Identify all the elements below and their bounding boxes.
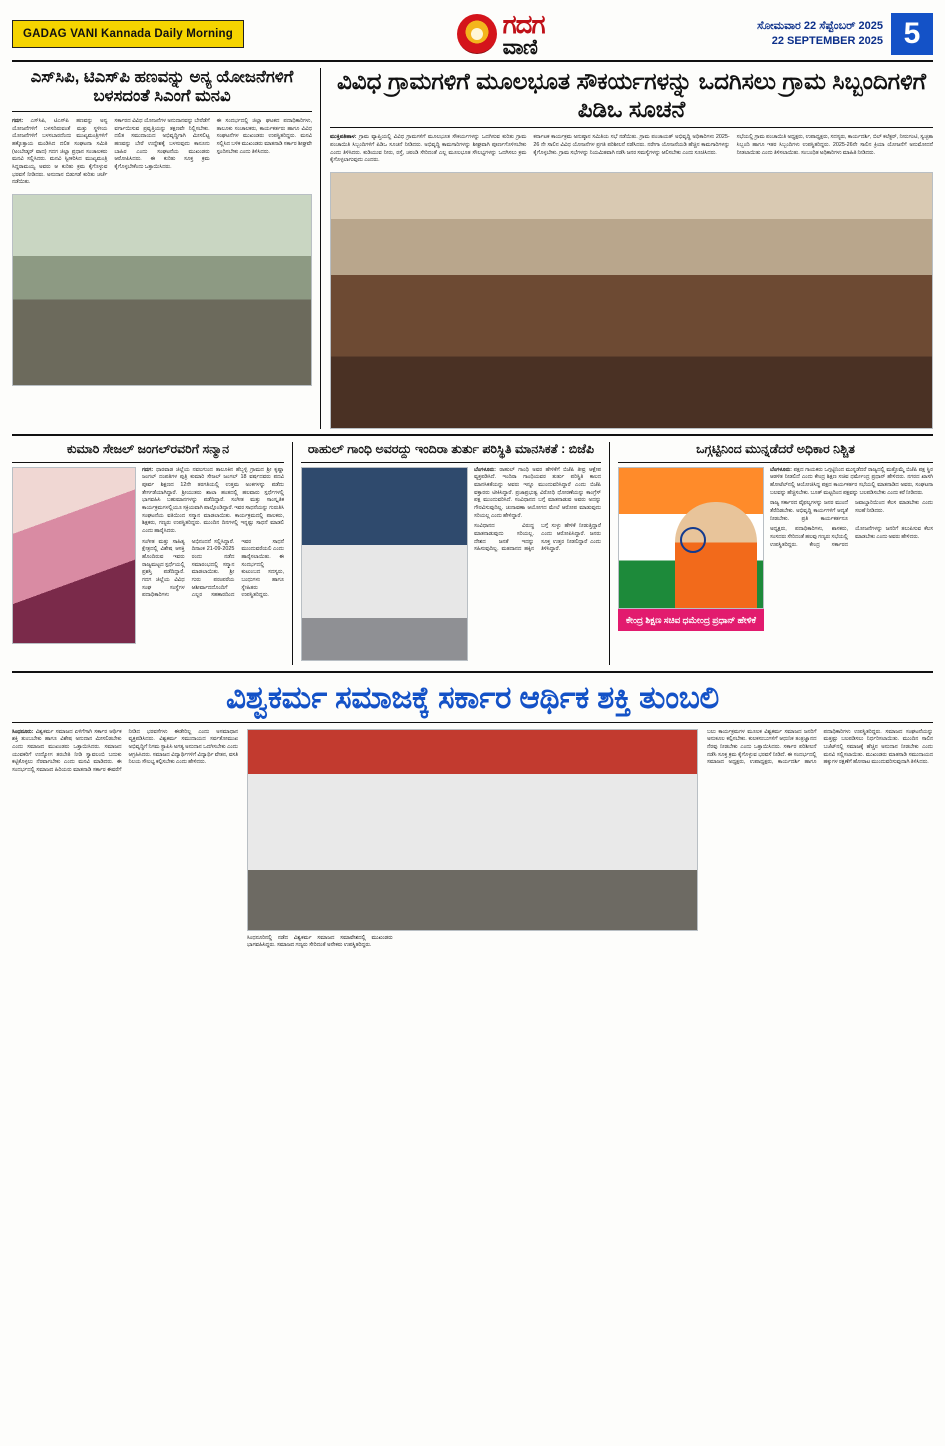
story-rahul-headline: ರಾಹುಲ್ ಗಾಂಧಿ ಅವರದ್ದು ಇಂದಿರಾ ತುರ್ತು ಪರಿಸ್ಥಿತಿ ಮಾನಸಿಕತೆ : ಬಿಜೆಪಿ: [307, 441, 595, 456]
bottom-right-column: [707, 729, 933, 950]
bottom-section: [12, 729, 933, 950]
minister-headshot: [675, 502, 757, 608]
page-number-badge: 5: [891, 13, 933, 55]
top-section: [12, 68, 933, 429]
photo-panchayat-meeting: [330, 172, 933, 429]
story-sejal-felicitation: [12, 442, 284, 665]
story-scp-tsp-col2: ಸರ್ಕಾರದ ವಿವಿಧ ಯೋಜನೆಗಳ ಅನುದಾನವನ್ನು ಬೇರೆಡೆಗೆ ವರ್ಗಾಯಿಸುವ ಪ್ರವೃತ್ತಿಯನ್ನು ತಕ್ಷಣವೇ ನಿಲ್ಲಿಸಬೇಕು. ದಲಿತ ಸಮುದಾಯದ ಅಭಿವೃದ್ಧಿಗಾಗಿ ಮೀಸಲಿಟ್ಟ ಹಣವನ್ನು ಬೇರೆ ಉದ್ದೇಶಕ್ಕೆ ಬಳಸುವುದು ಕಾನೂನು ಬಾಹಿರ ಎಂದು ಸಂಘಟನೆಯ ಮುಖಂಡರು ಆರೋಪಿಸಿದರು. ಈ ಕುರಿತು ಸೂಕ್ತ ಕ್ರಮ ಕೈಗೊಳ್ಳಬೇಕೆಂದು ಒತ್ತಾಯಿಸಿದರು.: [114, 117, 210, 170]
photo-card-dharmendra-pradhan: [618, 467, 764, 631]
story-sejal-headline: ಕುಮಾರಿ ಸೇಜಲ್ ಜಂಗಲ್‌ರವರಿಗೆ ಸನ್ಮಾನ: [66, 441, 230, 456]
story-rahul-p3: ಸಂವಿಧಾನದ ವಿರುದ್ಧ ಮಾತನಾಡುವುದು ಸರಿಯಲ್ಲ. ದೇಶದ ಜನತೆ ಇದನ್ನು ಸಹಿಸುವುದಿಲ್ಲ. ಮತದಾನದ ಹಕ್ಕಿನ ಬಗ್ಗೆ ಸುಳ್ಳು ಹೇಳಿಕೆ ನೀಡುತ್ತಿದ್ದಾರೆ ಎಂದು ಆರೋಪಿಸಿದ್ದಾರೆ. ಜನರು ಸೂಕ್ತ ಉತ್ತರ ನೀಡಲಿದ್ದಾರೆ ಎಂದು ತಿಳಿಸಿದ್ದಾರೆ.: [474, 523, 601, 553]
story-scp-tsp-col1-text: ಎಸ್‌ಸಿಪಿ, ಟಿಎಸ್‌ಪಿ ಹಣವನ್ನು ಅನ್ಯ ಯೋಜನೆಗಳಿಗೆ ಬಳಸದಿರುವಂತೆ ಮತ್ತು ಸ್ಥಳೀಯ ಯೋಜನೆಗಳಿಗೆ ಬಳಸಬಾರದೆಂದು ಮುಖ್ಯಮಂತ್ರಿಗಳಿಗೆ ಹಕ್ಕೊತ್ತಾಯ ಮಂಡಿಸಿದ ದಲಿತ ಸಂಘಟನಾ ಸಮಿತಿ (ಅಂಬೇಡ್ಕರ್ ವಾದ) ಗದಗ ಜಿಲ್ಲಾ ಪ್ರಧಾನ ಸಂಚಾಲಕರು ಮನವಿ ಸಲ್ಲಿಸಿದರು. ಮನವಿ ಸ್ವೀಕರಿಸಿದ ಮುಖ್ಯಮಂತ್ರಿ ಸಿದ್ದರಾಮಯ್ಯ ಅವರು ಆ ಕುರಿತು ಕ್ರಮ ಕೈಗೊಳ್ಳುವ ಭರವಸೆ ನೀಡಿದರು. ಅನುದಾನ ಬಿಡುಗಡೆ ಕುರಿತು ಚರ್ಚೆ ನಡೆಯಿತು.: [12, 117, 108, 186]
story-unity-headline: ಒಗ್ಗಟ್ಟಿನಿಂದ ಮುನ್ನಡೆದರೆ ಅಧಿಕಾರ ನಿಶ್ಚಿತ: [696, 441, 855, 456]
story-rahul-bjp: [292, 442, 601, 665]
story-sejal-p3: ಸಂಗೀತ ಮತ್ತು ಸಾಹಿತ್ಯ ಕ್ಷೇತ್ರದಲ್ಲಿ ವಿಶೇಷ ಆಸಕ್ತಿ ಹೊಂದಿರುವ ಇವರು ರಾಜ್ಯಮಟ್ಟದ ಸ್ಪರ್ಧೆಯಲ್ಲಿ ಪ್ರಶಸ್ತಿ ಪಡೆದಿದ್ದಾರೆ. ಗದಗ ಜಿಲ್ಲೆಯ ವಿವಿಧ ಸಂಘ ಸಂಸ್ಥೆಗಳ ಪದಾಧಿಕಾರಿಗಳು ಅಭಿನಂದನೆ ಸಲ್ಲಿಸಿದ್ದಾರೆ. ದಿನಾಂಕ 21-09-2025 ರಂದು ನಡೆದ ಸಮಾರಂಭದಲ್ಲಿ ಸನ್ಮಾನ ಮಾಡಲಾಯಿತು. ಶ್ರೀ ಗುರು ಪರಂಪರೆಯ ಆಶೀರ್ವಾದದೊಂದಿಗೆ ಎಲ್ಲರ ಸಹಕಾರದಿಂದ ಇವರ ಸಾಧನೆ ಮುಂದುವರೆಯಲಿ ಎಂದು ಹಾರೈಸಲಾಯಿತು. ಈ ಸಂದರ್ಭದಲ್ಲಿ ಕುಟುಂಬದ ಸದಸ್ಯರು, ಬಂಧುಗಳು ಹಾಗೂ ಸ್ನೇಹಿತರು ಉಪಸ್ಥಿತರಿದ್ದರು.: [142, 538, 284, 599]
story-rahul-p2: ಪ್ರಜಾಪ್ರಭುತ್ವ ವಿರೋಧಿ ಧೋರಣೆಯನ್ನು ಕಾಂಗ್ರೆಸ್ ಪಕ್ಷ ಮುಂದುವರಿಸಿದೆ. ಸಂವಿಧಾನದ ಬಗ್ಗೆ ಮಾತನಾಡುವ ಅವರು ಅದನ್ನು ಗೌರವಿಸುವುದಿಲ್ಲ. ಚುನಾವಣಾ ಆಯೋಗದ ಮೇಲೆ ಆರೋಪ ಮಾಡುವುದು ಸರಿಯಲ್ಲ ಎಂದು ಹೇಳಿದ್ದಾರೆ.: [474, 489, 601, 519]
story-scp-tsp-headline: ಎಸ್‌ಸಿಪಿ, ಟಿಎಸ್‌ಪಿ ಹಣವನ್ನು ಅನ್ಯ ಯೋಜನೆಗಳಿಗೆ ಬಳಸದಂತೆ ಸಿಎಂಗೆ ಮನವಿ: [30, 68, 294, 106]
story-sejal-body: [12, 467, 284, 536]
story-scp-tsp-dateline: ಗದಗ:: [12, 117, 24, 124]
date-english: 22 SEPTEMBER 2025: [771, 35, 883, 47]
photo-sejal-jangal: [12, 467, 136, 644]
bottom-left-body: ವಿಶ್ವಕರ್ಮ ಸಮಾಜದ ಏಳಿಗೆಗಾಗಿ ಸರ್ಕಾರ ಆರ್ಥಿಕ ಶಕ್ತಿ ತುಂಬಬೇಕು ಹಾಗೂ ವಿಶೇಷ ಅನುದಾನ ಮೀಸಲಿಡಬೇಕು ಎಂದು ಸಮಾಜದ ಮುಖಂಡರು ಒತ್ತಾಯಿಸಿದರು. ಸಮಾಜದ ಯುವಕರಿಗೆ ಉದ್ಯೋಗ ತರಬೇತಿ ನೀಡಿ ಸ್ವಾವಲಂಬಿ ಬದುಕು ಕಟ್ಟಿಕೊಳ್ಳಲು ನೆರವಾಗಬೇಕು ಎಂದು ಮನವಿ ಮಾಡಿದರು. ಈ ಸಂದರ್ಭದಲ್ಲಿ ಸಮಾಜದ ಹಿರಿಯರು ಮಾತನಾಡಿ ಸರ್ಕಾರ ಈವರೆಗೆ ನೀಡಿದ ಭರವಸೆಗಳು ಈಡೇರಿಲ್ಲ ಎಂದು ಅಸಮಾಧಾನ ವ್ಯಕ್ತಪಡಿಸಿದರು. ವಿಶ್ವಕರ್ಮ ಸಮುದಾಯದ ಸರ್ವತೋಮುಖ ಅಭಿವೃದ್ಧಿಗೆ ನಿಗಮ ಸ್ಥಾಪಿಸಿ ಅಗತ್ಯ ಅನುದಾನ ಒದಗಿಸಬೇಕು ಎಂದು ಆಗ್ರಹಿಸಿದರು. ಸಮಾಜದ ವಿದ್ಯಾರ್ಥಿಗಳಿಗೆ ವಿದ್ಯಾರ್ಥಿ ವೇತನ, ವಸತಿ ನಿಲಯ ಸೌಲಭ್ಯ ಕಲ್ಪಿಸಬೇಕು ಎಂದು ಹೇಳಿದರು.: [12, 728, 238, 773]
story-rahul-dateline: ಬೆಂಗಳೂರು:: [474, 466, 496, 473]
photo-dharmendra-pradhan: [618, 467, 764, 609]
story-pdo-headline: ವಿವಿಧ ಗ್ರಾಮಗಳಿಗೆ ಮೂಲಭೂತ ಸೌಕರ್ಯಗಳನ್ನು ಒದಗಿಸಲು ಗ್ರಾಮ ಸಿಬ್ಬಂದಿಗಳಿಗೆ ಪಿಡಿಒ ಸೂಚನೆ: [336, 68, 927, 122]
story-pdo-col2: ಕರ್ನಾಟಕ ಕಾರ್ಯಕ್ರಮ ಅನುಷ್ಠಾನ ಸಮಿತಿಯ ಸಭೆ ನಡೆಯಿತು. ಗ್ರಾಮ ಪಂಚಾಯತ್ ಅಭಿವೃದ್ಧಿ ಅಧಿಕಾರಿಗಳು 2025-26 ನೇ ಸಾಲಿನ ವಿವಿಧ ಯೋಜನೆಗಳ ಪ್ರಗತಿ ಪರಿಶೀಲನೆ ನಡೆಸಿದರು. ನರೇಗಾ ಯೋಜನೆಯಡಿ ಹೆಚ್ಚಿನ ಕಾಮಗಾರಿಗಳನ್ನು ಕೈಗೊಳ್ಳಬೇಕು. ಗ್ರಾಮ ಸಭೆಗಳನ್ನು ನಿಯಮಿತವಾಗಿ ನಡೆಸಿ ಜನರ ಸಮಸ್ಯೆಗಳನ್ನು ಆಲಿಸಬೇಕು ಎಂದು ಸೂಚಿಸಿದರು.: [533, 134, 730, 156]
story-unity-p1: ಪಕ್ಷದ ಗಾಯಕರು ಒಗ್ಗಟ್ಟಿನಿಂದ ಮುನ್ನಡೆದರೆ ರಾಜ್ಯದಲ್ಲಿ ಮತ್ತೊಮ್ಮೆ ಬಿಜೆಪಿ ಪಕ್ಷ ಸ್ಥಿರ ಆಡಳಿತ ನೀಡಲಿದೆ ಎಂದು ಕೇಂದ್ರ ಶಿಕ್ಷಣ ಸಚಿವ ಧರ್ಮೇಂದ್ರ ಪ್ರಧಾನ್ ಹೇಳಿದರು.: [770, 466, 933, 481]
masthead: [12, 10, 933, 62]
photo-caption-vishwakarma: ಸಿಂಧನೂರಿನಲ್ಲಿ ನಡೆದ ವಿಶ್ವಕರ್ಮ ಸಮಾಜದ ಸಮಾವೇಶದಲ್ಲಿ ಮುಖಂಡರು ಭಾಗವಹಿಸಿದ್ದರು. ಸಮಾಜದ ಗಣ್ಯರು ಸೇರಿದಂತೆ ಅನೇಕರು ಉಪಸ್ಥಿತರಿದ್ದರು.: [247, 934, 393, 949]
story-sejal-p1: ಧಾರವಾಡ ಜಿಲ್ಲೆಯ ನವಲಗುಂದ ತಾಲೂಕಿನ ಹೆಬ್ಬಳ್ಳಿ ಗ್ರಾಮದ ಶ್ರೀ ಕೃಷ್ಣಾ ಜಂಗಲ್ ದಂಪತಿಗಳ ಪುತ್ರಿ ಕುಮಾರಿ ಸೇಜಲ್ ಜಂಗಲ್ 18 ವರ್ಷದವರು ಪದವಿ ಪೂರ್ವ ಶಿಕ್ಷಣದ 12ನೇ ತರಗತಿಯಲ್ಲಿ ಉತ್ತಮ ಅಂಕಗಳನ್ನು ಪಡೆದು ತೇರ್ಗಡೆಯಾಗಿದ್ದಾರೆ. ಶ್ರೀಯುತರು ಶಾಲಾ ಹಂತದಲ್ಲಿ ಹಲವಾರು ಸ್ಪರ್ಧೆಗಳಲ್ಲಿ ಭಾಗವಹಿಸಿ ಬಹುಮಾನಗಳನ್ನು ಪಡೆದಿದ್ದಾರೆ.: [142, 466, 284, 504]
story-scp-tsp: [12, 68, 312, 429]
story-pdo-col3: ಸಭೆಯಲ್ಲಿ ಗ್ರಾಮ ಪಂಚಾಯಿತಿ ಅಧ್ಯಕ್ಷರು, ಉಪಾಧ್ಯಕ್ಷರು, ಸದಸ್ಯರು, ಕಾರ್ಯದರ್ಶಿ, ಬಿಲ್ ಕಲೆಕ್ಟರ್, ನೀರುಗಂಟಿ, ಸ್ವಚ್ಛತಾ ಸಿಬ್ಬಂದಿ ಹಾಗೂ ಇತರ ಸಿಬ್ಬಂದಿಗಳು ಉಪಸ್ಥಿತರಿದ್ದರು. 2025-26ನೇ ಸಾಲಿನ ಕ್ರಿಯಾ ಯೋಜನೆಗೆ ಅನುಮೋದನೆ ನೀಡಲಾಯಿತು ಎಂದು ತಿಳಿಸಲಾಯಿತು. ಸಂಬಂಧಿತ ಅಧಿಕಾರಿಗಳು ಮಾಹಿತಿ ನೀಡಿದರು.: [736, 134, 933, 156]
middle-section: [12, 442, 933, 665]
story-unity-p4: ಅಧ್ಯಕ್ಷರು, ಪದಾಧಿಕಾರಿಗಳು, ಶಾಸಕರು, ಸಂಸದರು ಸೇರಿದಂತೆ ಹಲವು ಗಣ್ಯರು ಸಭೆಯಲ್ಲಿ ಉಪಸ್ಥಿತರಿದ್ದರು. ಕೇಂದ್ರ ಸರ್ಕಾರದ ಯೋಜನೆಗಳನ್ನು ಜನರಿಗೆ ತಲುಪಿಸುವ ಕೆಲಸ ಮಾಡಬೇಕು ಎಂದು ಅವರು ಹೇಳಿದರು.: [770, 526, 933, 548]
story-pdo-dateline: ಮುಕ್ತಿಪತಿಹಾಳ:: [330, 134, 357, 141]
story-pdo-villages: [320, 68, 933, 429]
story-scp-tsp-col3: ಈ ಸಂದರ್ಭದಲ್ಲಿ ಜಿಲ್ಲಾ ಘಟಕದ ಪದಾಧಿಕಾರಿಗಳು, ತಾಲೂಕು ಸಂಚಾಲಕರು, ಕಾರ್ಯಕರ್ತರು ಹಾಗೂ ವಿವಿಧ ಸಂಘಟನೆಗಳ ಮುಖಂಡರು ಉಪಸ್ಥಿತರಿದ್ದರು. ಮನವಿ ಸಲ್ಲಿಸಿದ ಬಳಿಕ ಮುಖಂಡರು ಮಾತನಾಡಿ ಸರ್ಕಾರ ಶೀಘ್ರವೇ ಸ್ಪಂದಿಸಬೇಕು ಎಂದು ತಿಳಿಸಿದರು.: [216, 117, 312, 155]
bottom-banner: [12, 671, 933, 723]
logo-line1: ಗದಗ: [502, 8, 545, 39]
story-unity-power: [609, 442, 933, 665]
story-unity-dateline: ಬೆಂಗಳೂರು:: [770, 466, 792, 473]
date-kannada: ಸೋಮವಾರ 22 ಸೆಪ್ಟೆಂಬರ್ 2025: [757, 20, 883, 33]
bottom-dateline: ಸಿಂಧನೂರು:: [12, 728, 34, 735]
story-sejal-dateline: ಗದಗ:: [142, 466, 154, 473]
story-unity-p3: ರಾಜ್ಯ ಸರ್ಕಾರದ ವೈಫಲ್ಯಗಳನ್ನು ಜನರ ಮುಂದೆ ತೆರೆದಿಡಬೇಕು. ಅಭಿವೃದ್ಧಿ ಕಾರ್ಯಗಳಿಗೆ ಆದ್ಯತೆ ನೀಡಬೇಕು. ಪ್ರತಿ ಕಾರ್ಯಕರ್ತನೂ ಜವಾಬ್ದಾರಿಯಿಂದ ಕೆಲಸ ಮಾಡಬೇಕು ಎಂದು ಸಲಹೆ ನೀಡಿದರು.: [770, 500, 933, 522]
logo-line2: ವಾಣಿ: [502, 35, 538, 59]
story-pdo-col1-text: ಗ್ರಾಮ ವ್ಯಾಪ್ತಿಯಲ್ಲಿ ವಿವಿಧ ಗ್ರಾಮಗಳಿಗೆ ಮೂಲಭೂತ ಸೌಕರ್ಯಗಳನ್ನು ಒದಗಿಸುವ ಕುರಿತು ಗ್ರಾಮ ಪಂಚಾಯಿತಿ ಸಿಬ್ಬಂದಿಗಳಿಗೆ ಪಿಡಿಒ ಸೂಚನೆ ನೀಡಿದರು. ಅಭಿವೃದ್ಧಿ ಕಾಮಗಾರಿಗಳನ್ನು ಶೀಘ್ರವಾಗಿ ಪೂರ್ಣಗೊಳಿಸಬೇಕು ಎಂದು ತಿಳಿಸಿದರು. ಕುಡಿಯುವ ನೀರು, ರಸ್ತೆ, ಚರಂಡಿ ಸೇರಿದಂತೆ ಎಲ್ಲ ಮೂಲಭೂತ ಸೌಲಭ್ಯಗಳನ್ನು ಒದಗಿಸಲು ಕ್ರಮ ಕೈಗೊಳ್ಳಲಾಗುವುದು ಎಂದರು.: [330, 134, 527, 164]
story-unity-p2: ನಗರದ ಖಾಸಗಿ ಹೋಟೆಲ್‌ನಲ್ಲಿ ಆಯೋಜಿಸಿದ್ದ ಪಕ್ಷದ ಕಾರ್ಯಕರ್ತರ ಸಭೆಯಲ್ಲಿ ಮಾತನಾಡಿದ ಅವರು, ಸಂಘಟನಾ ಬಲವನ್ನು ಹೆಚ್ಚಿಸಬೇಕು. ಬೂತ್ ಮಟ್ಟದಿಂದ ಪಕ್ಷವನ್ನು ಬಲಪಡಿಸಬೇಕು ಎಂದು ಕರೆ ನೀಡಿದರು.: [770, 474, 934, 496]
story-scp-tsp-col1: [12, 118, 107, 187]
photo-caption-minister: ಕೇಂದ್ರ ಶಿಕ್ಷಣ ಸಚಿವ ಧಮೇಂದ್ರ ಪ್ರಧಾನ್ ಹೇಳಿಕೆ: [618, 609, 764, 631]
logo-wordmark: [502, 8, 545, 59]
masthead-left-banner: GADAG VANI Kannada Daily Morning: [12, 20, 244, 48]
bottom-photo-column: [247, 729, 698, 950]
photo-vishwakarma-convention: [247, 729, 698, 931]
photo-cm-memorandum: [12, 194, 312, 386]
story-rahul-p1: ರಾಹುಲ್ ಗಾಂಧಿ ಅವರ ಹೇಳಿಕೆಗೆ ಬಿಜೆಪಿ ತೀವ್ರ ಆಕ್ಷೇಪ ವ್ಯಕ್ತಪಡಿಸಿದೆ. ಇಂದಿರಾ ಗಾಂಧಿಯವರ ತುರ್ತು ಪರಿಸ್ಥಿತಿ ಕಾಲದ ಮಾನಸಿಕತೆಯನ್ನು ಅವರು ಇನ್ನೂ ಮುಂದುವರಿಸಿದ್ದಾರೆ ಎಂದು ಬಿಜೆಪಿ ವಕ್ತಾರರು ಟೀಕಿಸಿದ್ದಾರೆ.: [474, 466, 602, 496]
bottom-left-text: [12, 729, 238, 775]
story-rahul-body: [301, 467, 601, 521]
photo-rahul-gandhi: [301, 467, 468, 661]
masthead-right: [757, 10, 933, 58]
issue-date: [757, 19, 883, 49]
bottom-left-column: [12, 729, 238, 950]
bottom-banner-headline: ವಿಶ್ವಕರ್ಮ ಸಮಾಜಕ್ಕೆ ಸರ್ಕಾರ ಆರ್ಥಿಕ ಶಕ್ತಿ ತುಂಬಲಿ: [226, 679, 719, 715]
newspaper-emblem-icon: [457, 14, 497, 54]
masthead-logo: [244, 10, 757, 58]
story-pdo-col1: [330, 134, 526, 165]
bottom-right-text: ಬಲು ಕಾರ್ಯಕ್ರಮಗಳ ಮೂಲಕ ವಿಶ್ವಕರ್ಮ ಸಮಾಜದ ಜನರಿಗೆ ಅನುಕೂಲ ಕಲ್ಪಿಸಬೇಕು. ಕುಲಕಸುಬುಗಳಿಗೆ ಆಧುನಿಕ ತಂತ್ರಜ್ಞಾನದ ನೆರವು ನೀಡಬೇಕು ಎಂದು ಒತ್ತಾಯಿಸಿದರು. ಸರ್ಕಾರ ಪರಿಶೀಲನೆ ನಡೆಸಿ ಸೂಕ್ತ ಕ್ರಮ ಕೈಗೊಳ್ಳುವ ಭರವಸೆ ನೀಡಿದೆ. ಈ ಸಂದರ್ಭದಲ್ಲಿ ಸಮಾಜದ ಅಧ್ಯಕ್ಷರು, ಉಪಾಧ್ಯಕ್ಷರು, ಕಾರ್ಯದರ್ಶಿ ಹಾಗೂ ಪದಾಧಿಕಾರಿಗಳು ಉಪಸ್ಥಿತರಿದ್ದರು. ಸಮಾಜದ ಸಂಘಟನೆಯನ್ನು ಮತ್ತಷ್ಟು ಬಲಪಡಿಸಲು ನಿರ್ಧರಿಸಲಾಯಿತು. ಮುಂದಿನ ಸಾಲಿನ ಬಜೆಟ್‌ನಲ್ಲಿ ಸಮಾಜಕ್ಕೆ ಹೆಚ್ಚಿನ ಅನುದಾನ ನೀಡಬೇಕು ಎಂದು ಮನವಿ ಸಲ್ಲಿಸಲಾಯಿತು. ಮುಖಂಡರು ಮಾತನಾಡಿ ಸಮುದಾಯದ ಹಕ್ಕುಗಳ ರಕ್ಷಣೆಗೆ ಹೋರಾಟ ಮುಂದುವರಿಸುವುದಾಗಿ ತಿಳಿಸಿದರು.: [707, 728, 933, 766]
story-sejal-p2: ಸಂಗೀತ ಮತ್ತು ಸಾಂಸ್ಕೃತಿಕ ಕಾರ್ಯಕ್ರಮಗಳಲ್ಲಿಯೂ ಸಕ್ರಿಯವಾಗಿ ಪಾಲ್ಗೊಂಡಿದ್ದಾರೆ. ಇವರ ಸಾಧನೆಯನ್ನು ಗುರುತಿಸಿ ಸಂಘಟನೆಯ ವತಿಯಿಂದ ಸನ್ಮಾನ ಮಾಡಲಾಯಿತು. ಕಾರ್ಯಕ್ರಮದಲ್ಲಿ ಪಾಲಕರು, ಶಿಕ್ಷಕರು, ಗಣ್ಯರು ಉಪಸ್ಥಿತರಿದ್ದರು. ಮುಂದಿನ ದಿನಗಳಲ್ಲಿ ಇನ್ನಷ್ಟು ಸಾಧನೆ ಮಾಡಲಿ ಎಂದು ಹಾರೈಸಿದರು.: [142, 497, 284, 534]
